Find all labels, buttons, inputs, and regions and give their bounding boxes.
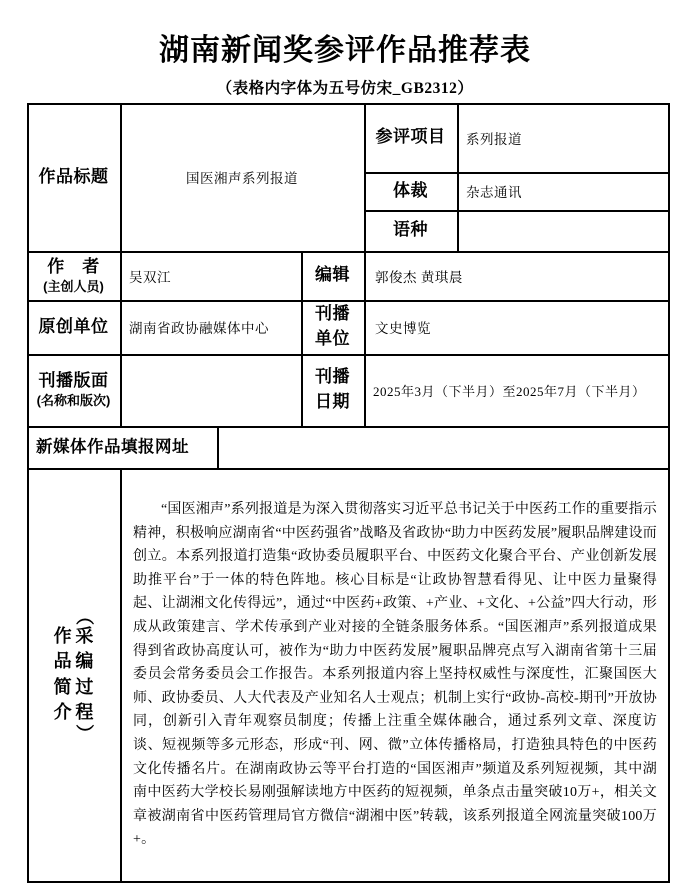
editor-label: 编辑: [315, 265, 350, 285]
publish-page-label-main: 刊播版面: [38, 371, 109, 391]
intro-label-col2: [74, 608, 95, 741]
original-unit-value: 湖南省政协融媒体中心: [129, 321, 269, 336]
publish-date-label: [301, 354, 364, 426]
author-label: [27, 251, 120, 300]
intro-paren-close: ）: [74, 723, 95, 742]
intro-text: “国医湘声”系列报道是为深入贯彻落实习近平总书记关于中医药工作的重要指示精神，积极响应湖南省“中医药强省”战略及省政协“助力中医药发展”履职品牌建设而创立。本系列报道打造集“政协委员履职平台、中医药文化聚合平台、产业创新发展助推平台”于一体的特色阵地。核心目标是“让政协智慧看得见、让中医力量聚得起、让湖湘文化传得远”，通过“中医药+政策、+产业、+文化、+公益”四大行动，形成从政策建言、学术传承到产业对接的全链条服务体系。“国医湘声”系列报道成果得到省政协高度认可，被作为“助力中医药发展”履职品牌亮点写入湖南省第十三届委员会常务委员会工作报告。本系列报道内容上坚持权威性与深度性，汇聚国医大师、政协委员、人大代表及产业知名人士观点；机制上实行“政协-高校-期刊”开放协同，创新引入青年观察员制度；传播上注重全媒体融合，通过系列文章、深度访谈、短视频等多元形态，形成“刊、网、微”立体传播格局，打造独具特色的中医药文化传播名片。在湖南政协云等平台打造的“国医湘声”频道及系列短视频，其中湖南中医药大学校长易刚强解读地方中医药的短视频，单条点击量突破10万+，相关文章被湖南省中医药管理局官方微信“湖湘中医”转载，该系列报道全网流量突破100万+。: [133, 502, 657, 848]
work-title-value: 国医湘声系列报道: [186, 171, 298, 186]
editor-value: 郭俊杰 黄琪晨: [375, 269, 463, 285]
genre-label: 体裁: [393, 180, 428, 200]
entry-category-value: 系列报道: [466, 131, 522, 147]
page-title: 湖南新闻奖参评作品推荐表: [159, 34, 531, 67]
publish-unit-label-text: 刊播单位: [315, 304, 350, 348]
author-label-main: 作 者: [47, 256, 100, 276]
intro-label-col1: 作品简介: [53, 626, 72, 722]
new-media-url-label: 新媒体作品填报网址: [36, 437, 189, 456]
publish-date-value: 2025年3月（下半月）至2025年7月（下半月）: [373, 383, 646, 399]
publish-page-value: [120, 354, 301, 426]
language-label: 语种: [393, 220, 428, 240]
language-value: [457, 210, 670, 251]
original-unit-label: 原创单位: [38, 316, 109, 336]
intro-paren-open: （: [74, 607, 95, 626]
author-label-sub: (主创人员): [43, 278, 104, 294]
author-value: 吴双江: [129, 269, 171, 285]
publish-unit-value: 文史博览: [375, 321, 431, 336]
genre-value: 杂志通讯: [466, 185, 522, 200]
work-title-label: 作品标题: [38, 166, 109, 186]
publish-date-label-text: 刊播日期: [315, 367, 350, 411]
publish-page-label: [27, 354, 120, 426]
intro-label: [27, 468, 120, 881]
entry-category-label: 参评项目: [375, 127, 446, 147]
page-subtitle: （表格内字体为五号仿宋_GB2312）: [216, 80, 474, 97]
intro-label-col2-text: 采编过程: [75, 626, 94, 722]
publish-page-label-sub: (名称和版次): [36, 393, 111, 409]
publish-unit-label: [301, 300, 364, 354]
intro-label-vertical: [52, 608, 94, 741]
new-media-url-value: [217, 426, 670, 468]
